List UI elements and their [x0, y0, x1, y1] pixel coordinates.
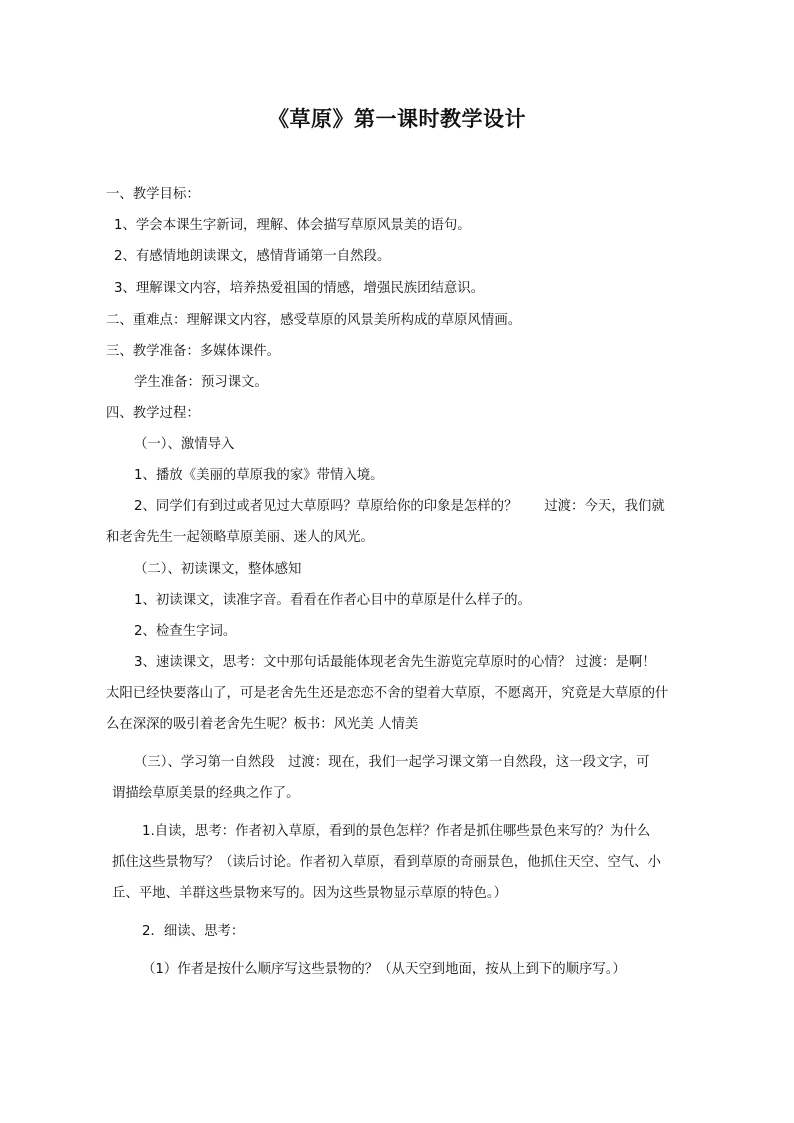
- step-heading-3: （三）、学习第一自然段 过渡：现在，我们一起学习课文第一自然段，这一段文字，可: [134, 755, 650, 770]
- objective-item-3: 3、理解课文内容，培养热爱祖国的情感，增强民族团结意识。: [114, 281, 485, 296]
- step-3-item-2-sub-1: （1）作者是按什么顺序写这些景物的？（从天空到地面，按从上到下的顺序写。）: [142, 962, 626, 977]
- section-heading-objectives: 一、教学目标：: [106, 187, 200, 202]
- step-heading-2: （二）、初读课文，整体感知: [134, 562, 302, 577]
- step-3-item-2: 2．细读、思考：: [142, 924, 245, 939]
- step-2-item-1: 1、初读课文，读准字音。看看在作者心目中的草原是什么样子的。: [134, 593, 531, 608]
- section-heading-key-points: 二、重难点：理解课文内容，感受草原的风景美所构成的草原风情画。: [106, 313, 522, 328]
- step-1-item-1: 1、播放《美丽的草原我的家》带情入境。: [134, 468, 384, 483]
- step-3-item-1: 1.自读，思考：作者初入草原，看到的景色怎样？作者是抓住哪些景色来写的？为什么: [142, 824, 651, 839]
- step-2-item-3: 3、速读课文，思考：文中那句话最能体现老舍先生游览完草原时的心情？ 过渡：是啊！: [134, 655, 656, 670]
- step-1-item-2: 2、同学们有到过或者见过大草原吗？草原给你的印象是怎样的？ 过渡：今天，我们就: [134, 499, 665, 514]
- student-preparation: 学生准备：预习课文。: [134, 375, 268, 390]
- section-heading-preparation: 三、教学准备：多媒体课件。: [106, 344, 281, 359]
- step-1-item-2-cont: 和老舍先生一起领略草原美丽、迷人的风光。: [106, 530, 374, 545]
- section-heading-process: 四、教学过程：: [106, 406, 200, 421]
- step-heading-1: （一）、激情导入: [134, 437, 235, 452]
- objective-item-2: 2、有感情地朗读课文，感情背诵第一自然段。: [114, 249, 391, 264]
- document-title: 《草原》第一课时教学设计: [268, 106, 526, 131]
- step-3-item-1-cont-1: 抓住这些景物写？（读后讨论。作者初入草原，看到草原的奇丽景色，他抓住天空、空气、小: [112, 855, 662, 870]
- step-2-item-3-cont-2: 么在深深的吸引着老舍先生呢？板书：风光美 人情美: [106, 717, 419, 732]
- objective-item-1: 1、学会本课生字新词，理解、体会描写草原风景美的语句。: [114, 218, 471, 233]
- step-2-item-3-cont-1: 太阳已经快要落山了，可是老舍先生还是恋恋不舍的望着大草原，不愿离开，究竟是大草原的什: [106, 686, 669, 701]
- step-2-item-2: 2、检查生字词。: [134, 624, 237, 639]
- step-heading-3-cont: 谓描绘草原美景的经典之作了。: [112, 786, 300, 801]
- step-3-item-1-cont-2: 丘、平地、羊群这些景物来写的。因为这些景物显示草原的特色。）: [112, 886, 508, 901]
